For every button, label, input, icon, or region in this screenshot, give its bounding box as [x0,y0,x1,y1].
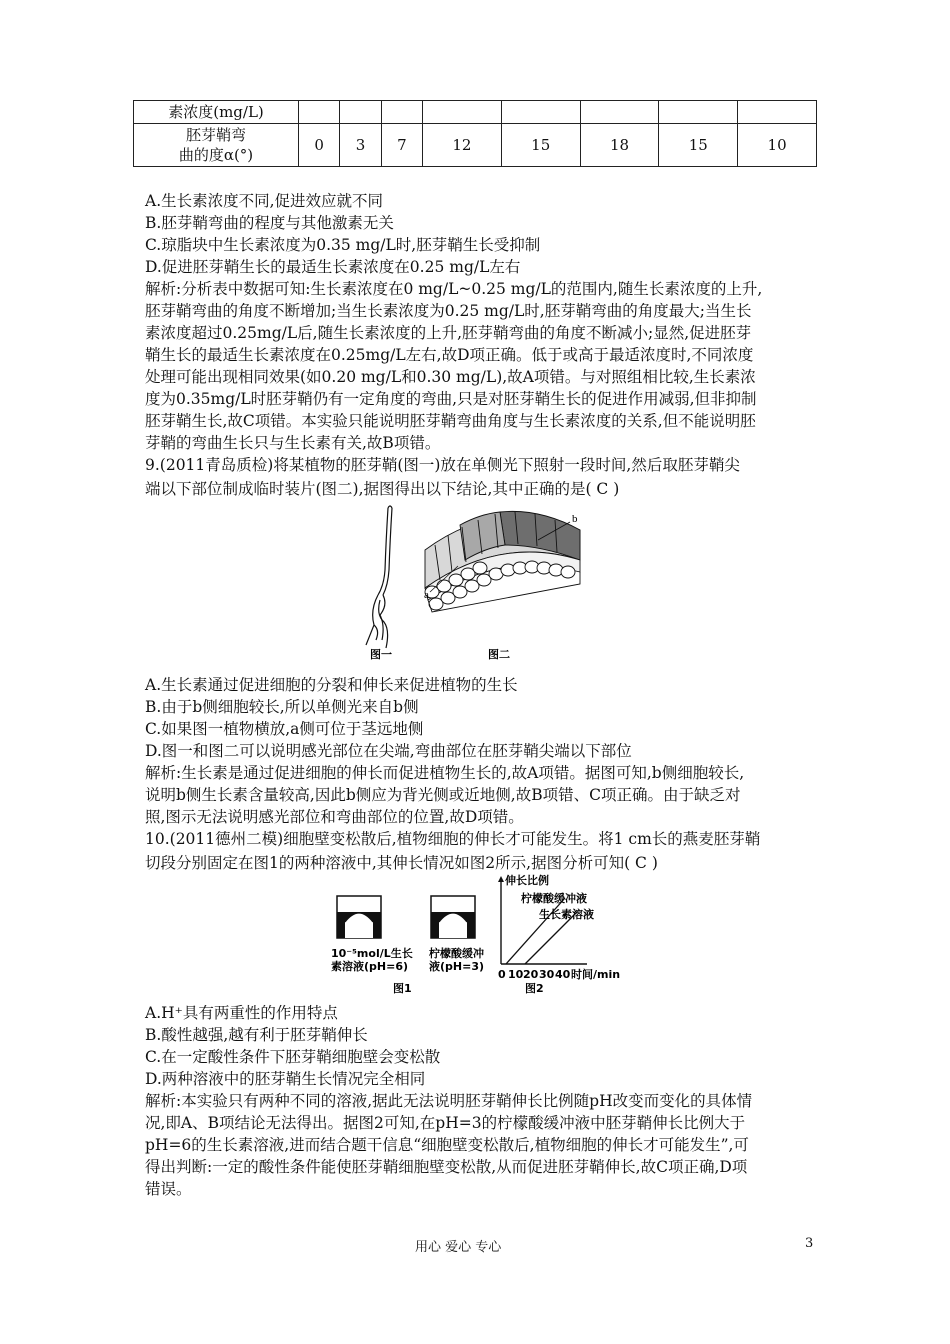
q10-analysis-line: pH=6的生长素溶液,进而结合题干信息“细胞壁变松散后,植物细胞的伸长才可能发生”,可 [145,1136,749,1154]
x-tick: 30 [539,968,555,981]
q10-analysis-line: 解析:本实验只有两种不同的溶液,据此无法说明胚芽鞘伸长比例随pH改变而变化的具体情 [145,1092,753,1110]
x-tick: 0 [498,968,506,981]
graph-x-label: 时间/min [571,968,621,981]
legend-auxin-solution: 生长素溶液 [539,908,594,921]
table-cell: 12 [423,124,502,167]
beaker-1-label-line2: 素溶液(pH=6) [331,960,409,973]
q8-analysis-line: 解析:分析表中数据可知:生长素浓度在0 mg/L~0.25 mg/L的范围内,随生长素浓度的上升, [145,280,763,298]
q9-option-d: D.图一和图二可以说明感光部位在尖端,弯曲部位在胚芽鞘尖端以下部位 [145,742,632,760]
q9-stem-line: 端以下部位制成临时装片(图二),据图得出以下结论,其中正确的是( C ) [145,480,620,498]
cell-section-drawing [425,511,580,612]
coleoptile-drawing [366,506,392,648]
q10-option-d: D.两种溶液中的胚芽鞘生长情况完全相同 [145,1070,426,1088]
table-cell: 15 [501,124,580,167]
q9-analysis-line: 解析:生长素是通过促进细胞的伸长而促进植物生长的,故A项错。据图可知,b侧细胞较长, [145,764,745,782]
data-table [133,100,817,167]
table-header-angle [134,124,299,167]
beaker-2-label-line2: 液(pH=3) [429,960,485,973]
figure-1-caption: 图1 [393,982,412,995]
beaker-1-label-line1: 10⁻⁵mol/L生长 [331,947,413,960]
footer-motto: 用心 爱心 专心 [415,1240,502,1255]
beaker-2-label-line1: 柠檬酸缓冲 [429,947,484,960]
q9-option-b: B.由于b侧细胞较长,所以单侧光来自b侧 [145,698,419,716]
q9-stem-line: 9.(2011青岛质检)将某植物的胚芽鞘(图一)放在单侧光下照射一段时间,然后取胚芽鞘尖 [145,456,740,474]
q9-figure [340,500,610,665]
table-cell [381,101,422,124]
q8-option-b: B.胚芽鞘弯曲的程度与其他激素无关 [145,214,394,232]
q10-figure-svg [325,872,625,1002]
q10-stem-line: 10.(2011德州二模)细胞壁变松散后,植物细胞的伸长才可能发生。将1 cm长的燕麦胚芽鞘 [145,830,761,848]
q8-analysis-line: 鞘生长的最适生长素浓度在0.25mg/L左右,故D项正确。低于或高于最适浓度时,不同浓度 [145,346,754,364]
q10-analysis-line: 得出判断:一定的酸性条件能使胚芽鞘细胞壁变松散,从而促进胚芽鞘伸长,故C项正确,D项 [145,1158,748,1176]
table-cell: 15 [659,124,738,167]
label-a: a [424,589,429,601]
q10-option-a: A.H⁺具有两重性的作用特点 [145,1004,338,1022]
q9-figure-svg [340,500,610,665]
table-cell [299,101,340,124]
table-cell [340,101,381,124]
table-row [134,124,817,167]
q9-option-c: C.如果图一植物横放,a侧可位于茎远地侧 [145,720,424,738]
q9-analysis-line: 照,图示无法说明感光部位和弯曲部位的位置,故D项错。 [145,808,524,826]
figure-one-caption: 图一 [370,648,392,661]
q10-stem-line: 切段分别固定在图1的两种溶液中,其伸长情况如图2所示,据图分析可知( C ) [145,854,658,872]
q8-analysis-line: 胚芽鞘生长,故C项错。本实验只能说明胚芽鞘弯曲角度与生长素浓度的关系,但不能说明胚 [145,412,756,430]
graph-y-label: 伸长比例 [505,874,549,887]
q10-analysis-line: 错误。 [145,1180,192,1198]
table-cell [501,101,580,124]
y-axis-arrow-icon [498,876,504,882]
table-cell [659,101,738,124]
q10-analysis-line: 况,即A、B项结论无法得出。据图2可知,在pH=3的柠檬酸缓冲液中胚芽鞘伸长比例大于 [145,1114,746,1132]
q8-option-a: A.生长素浓度不同,促进效应就不同 [145,192,384,210]
table-cell: 18 [580,124,659,167]
q10-option-c: C.在一定酸性条件下胚芽鞘细胞壁会变松散 [145,1048,441,1066]
q10-figure [325,872,625,1002]
legend-citric-buffer: 柠檬酸缓冲液 [521,892,587,905]
beaker-1-drawing [337,896,381,938]
table-cell: 10 [738,124,817,167]
table-header-concentration: 素浓度(mg/L) [134,101,299,124]
q10-option-b: B.酸性越强,越有利于胚芽鞘伸长 [145,1026,368,1044]
page-number: 3 [805,1236,814,1251]
table-cell [580,101,659,124]
table-row [134,101,817,124]
table-cell [423,101,502,124]
x-tick: 40 [555,968,571,981]
q9-analysis-line: 说明b侧生长素含量较高,因此b侧应为背光侧或近地侧,故B项错、C项正确。由于缺乏对 [145,786,741,804]
q8-analysis-line: 素浓度超过0.25mg/L后,随生长素浓度的上升,胚芽鞘弯曲的角度不断减小;显然,促进胚芽 [145,324,752,342]
x-tick: 20 [523,968,539,981]
table-header-angle-line2: 曲的度α(°) [178,146,254,164]
q8-analysis-line: 芽鞘的弯曲生长只与生长素有关,故B项错。 [145,434,441,452]
q8-analysis-line: 处理可能出现相同效果(如0.20 mg/L和0.30 mg/L),故A项错。与对照组相比较,生长素浓 [145,368,756,386]
label-b: b [572,513,578,525]
table-cell: 0 [299,124,340,167]
q8-analysis-line: 度为0.35mg/L时胚芽鞘仍有一定角度的弯曲,只是对胚芽鞘生长的促进作用减弱,但非抑制 [145,390,757,408]
q8-analysis-line: 胚芽鞘弯曲的角度不断增加;当生长素浓度为0.25 mg/L时,胚芽鞘弯曲的角度最大;当生长 [145,302,752,320]
table-header-angle-line1: 胚芽鞘弯 [185,126,246,144]
beaker-2-drawing [431,896,475,938]
figure-two-caption: 图二 [488,648,510,661]
figure-2-caption: 图2 [525,982,544,995]
q9-option-a: A.生长素通过促进细胞的分裂和伸长来促进植物的生长 [145,676,518,694]
q8-option-d: D.促进胚芽鞘生长的最适生长素浓度在0.25 mg/L左右 [145,258,521,276]
q8-option-c: C.琼脂块中生长素浓度为0.35 mg/L时,胚芽鞘生长受抑制 [145,236,541,254]
table-cell: 7 [381,124,422,167]
table-cell [738,101,817,124]
table-cell: 3 [340,124,381,167]
x-tick: 10 [508,968,524,981]
